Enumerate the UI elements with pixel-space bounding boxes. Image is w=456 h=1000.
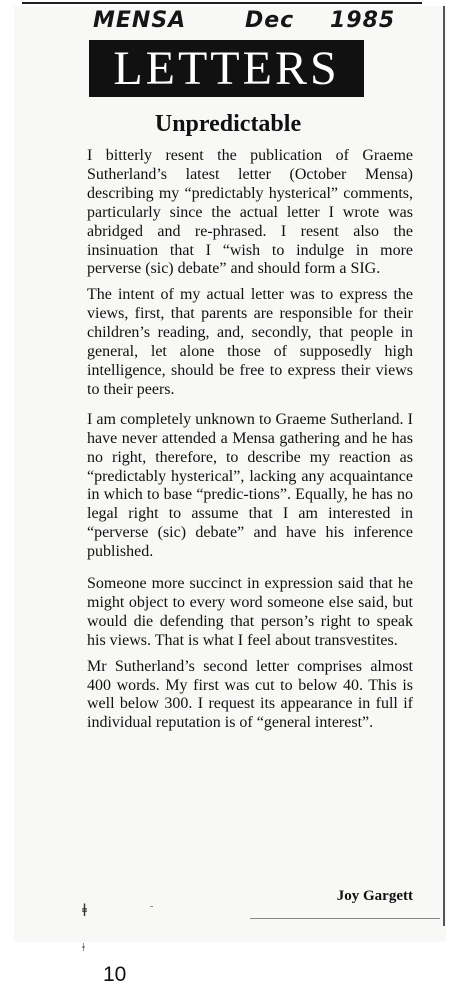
letter-paragraph-1: I bitterly resent the publication of Graeme Sutherland’s latest letter (October Mensa) describing my “predictably hysterical” comments, particularly since the actual letter I wrote was abridged and re-phrased. I resent also the insinuation that I “wish to indulge in more perverse (sic) debate” and should form a SIG. — [87, 147, 413, 278]
letter-paragraph-2: The intent of my actual letter was to express the views, first, that parents are responsible for their children’s reading, and, secondly, that people in general, let alone those of supposedly high intelligence, should be free to express their views to their peers. — [87, 286, 413, 398]
scan-mark: ǂ — [82, 900, 88, 920]
letter-body — [87, 147, 413, 740]
clipping-right-edge — [443, 6, 445, 926]
clipping-bottom-edge — [250, 918, 440, 919]
handwritten-month-note: Dec — [245, 8, 295, 33]
letter-paragraph-3: I am completely unknown to Graeme Sutherland. I have never attended a Mensa gathering and he has no right, therefore, to describe my reaction as “predictably hysterical”, lacking any acquaintance in which to base “predic-tions”. Equally, he has no legal right to assume that I am interested in “perverse (sic) debate” and have his inference published. — [87, 410, 413, 561]
letter-paragraph-5: Mr Sutherland’s second letter comprises almost 400 words. My first was cut to below 40. This is well below 300. I request its appearance in full if individual reputation is of “general interest”. — [87, 657, 413, 732]
letter-paragraph-4: Someone more succinct in expression said that he might object to every word someone else said, but would die defending that person’s right to speak his views. That is what I feel about transvestites. — [87, 575, 413, 649]
letter-headline: Unpredictable — [154, 111, 302, 137]
section-banner-title: LETTERS — [113, 41, 340, 95]
scan-dash-mark: - — [150, 901, 154, 912]
letter-signature: Joy Gargett — [336, 888, 413, 904]
handwritten-year-note: 1985 — [330, 8, 396, 33]
page-number: 10 — [103, 963, 127, 986]
scan-mark-small: ǂ — [82, 940, 85, 954]
clipping-top-edge — [22, 2, 422, 4]
handwritten-publication-note: MENSA — [93, 8, 187, 33]
section-banner — [89, 40, 364, 97]
